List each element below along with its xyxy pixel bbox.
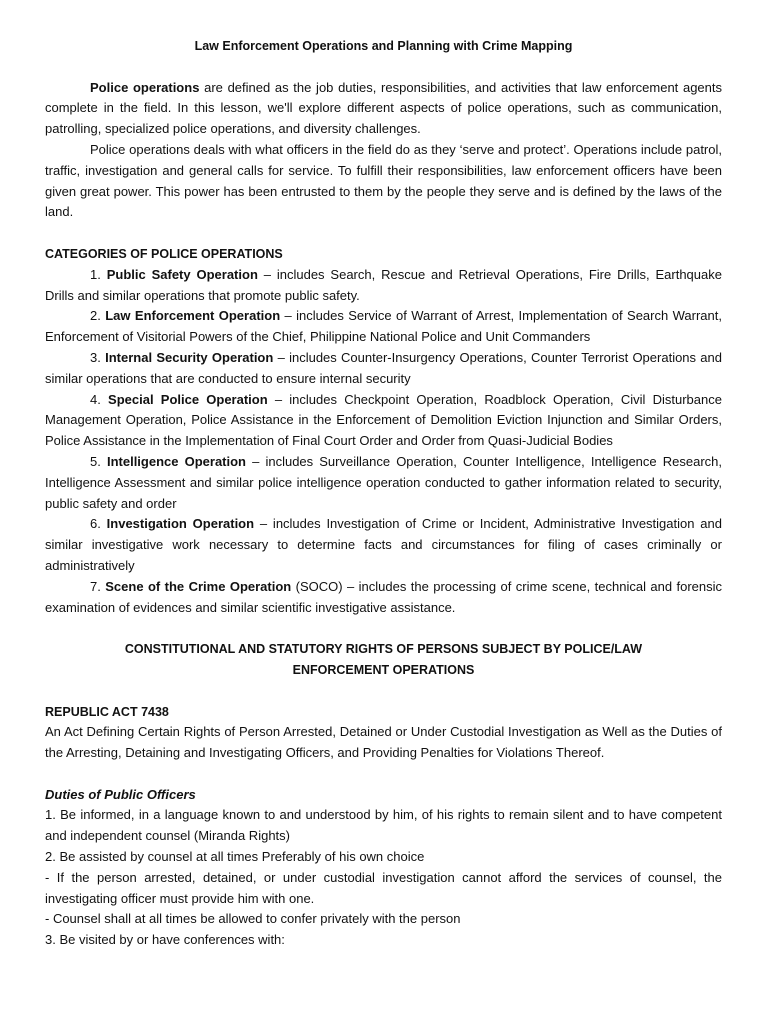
category-description: – includes Service of Warrant of Arrest, Implementation of Search Warrant, Enforcement of Visitorial Powers of the Chief, Philippine National Police and Unit Commanders xyxy=(45,308,722,345)
category-number: 2. xyxy=(90,308,106,324)
category-number: 6. xyxy=(90,516,107,532)
duty-line: 1. Be informed, in a language known to and understood by him, of his rights to remain silent and to have competent and independent counsel (Miranda Rights) xyxy=(45,807,722,844)
category-name: Scene of the Crime Operation xyxy=(105,578,292,594)
duties-list xyxy=(45,805,722,951)
spacer xyxy=(45,681,722,702)
rights-heading-line-2: ENFORCEMENT OPERATIONS xyxy=(292,662,475,677)
spacer xyxy=(45,57,722,78)
category-name: Intelligence Operation xyxy=(106,453,246,469)
intro-paragraph-2: Police operations deals with what officers in the field do as they ‘serve and protect’. Operations include patrol, traffic, investigation and general calls for service. To fulfill their responsibilities, law enforcement officers have been given great power. This power has been entrusted to them by the people they serve and is defined by the laws of the land. xyxy=(45,141,722,220)
category-name: Law Enforcement Operation xyxy=(105,308,281,324)
document-page xyxy=(45,36,722,951)
category-description: – includes Counter-Insurgency Operations, Counter Terrorist Operations and similar operations that are conducted to ensure internal security xyxy=(45,349,722,386)
categories-list xyxy=(45,265,722,619)
category-description: – includes Search, Rescue and Retrieval Operations, Fire Drills, Earthquake Drills and similar operations that promote public safety. xyxy=(45,266,722,303)
category-item xyxy=(45,452,722,514)
duty-line: 2. Be assisted by counsel at all times Preferably of his own choice xyxy=(45,849,425,865)
category-item xyxy=(45,577,722,619)
spacer xyxy=(45,223,722,244)
duty-line: - If the person arrested, detained, or under custodial investigation cannot afford the services of counsel, the investigating officer must provide him with one. xyxy=(45,869,722,906)
category-description: – includes Checkpoint Operation, Roadblock Operation, Civil Disturbance Management Operation, Police Assistance in the Enforcement of Demolition Eviction Injunction and Similar Orders, Police Assistance in the Implementation of Final Court Order and Order from Quasi-Judicial Bodies xyxy=(45,391,722,449)
category-name: Investigation Operation xyxy=(106,516,255,532)
category-number: 1. xyxy=(90,266,107,282)
category-number: 7. xyxy=(90,578,106,594)
category-number: 3. xyxy=(90,349,106,365)
category-name: Public Safety Operation xyxy=(106,266,258,282)
duty-line: 3. Be visited by or have conferences with: xyxy=(45,932,285,948)
category-item xyxy=(45,514,722,576)
document-title: Law Enforcement Operations and Planning with Crime Mapping xyxy=(194,39,573,53)
category-description: (SOCO) – includes the processing of crime scene, technical and forensic examination of evidences and similar scientific investigative assistance. xyxy=(45,578,722,615)
category-item xyxy=(45,348,722,390)
category-name: Special Police Operation xyxy=(108,391,268,407)
category-item xyxy=(45,390,722,452)
republic-act-heading: REPUBLIC ACT 7438 xyxy=(45,704,169,719)
categories-heading: CATEGORIES OF POLICE OPERATIONS xyxy=(45,246,283,261)
category-item xyxy=(45,306,722,348)
republic-act-description: An Act Defining Certain Rights of Person Arrested, Detained or Under Custodial Investigation as Well as the Duties of the Arresting, Detaining and Investigating Officers, and Providing Penalties for Violations Thereof. xyxy=(45,724,722,761)
intro-term: Police operations xyxy=(90,79,200,95)
category-number: 4. xyxy=(90,391,109,407)
rights-heading-line-1: CONSTITUTIONAL AND STATUTORY RIGHTS OF PERSONS SUBJECT BY POLICE/LAW xyxy=(124,642,643,657)
intro-paragraph-1 xyxy=(45,78,722,140)
category-name: Internal Security Operation xyxy=(105,349,274,365)
intro-definition: are defined as the job duties, responsibilities, and activities that law enforcement agents complete in the field. In this lesson, we'll explore different aspects of police operations, such as communication, patrolling, specialized police operations, and diversity challenges. xyxy=(45,79,722,137)
category-number: 5. xyxy=(90,453,107,469)
spacer xyxy=(45,618,722,639)
category-item xyxy=(45,265,722,307)
duties-heading: Duties of Public Officers xyxy=(45,786,196,802)
duty-line: - Counsel shall at all times be allowed to confer privately with the person xyxy=(45,911,461,927)
spacer xyxy=(45,764,722,785)
category-description: – includes Surveillance Operation, Counter Intelligence, Intelligence Research, Intelligence Assessment and similar police intelligence operation conducted to gather information related to security, public safety and order xyxy=(45,453,722,511)
category-description: – includes Investigation of Crime or Incident, Administrative Investigation and similar investigative work necessary to determine facts and circumstances for filing of cases criminally or administratively xyxy=(45,516,722,573)
